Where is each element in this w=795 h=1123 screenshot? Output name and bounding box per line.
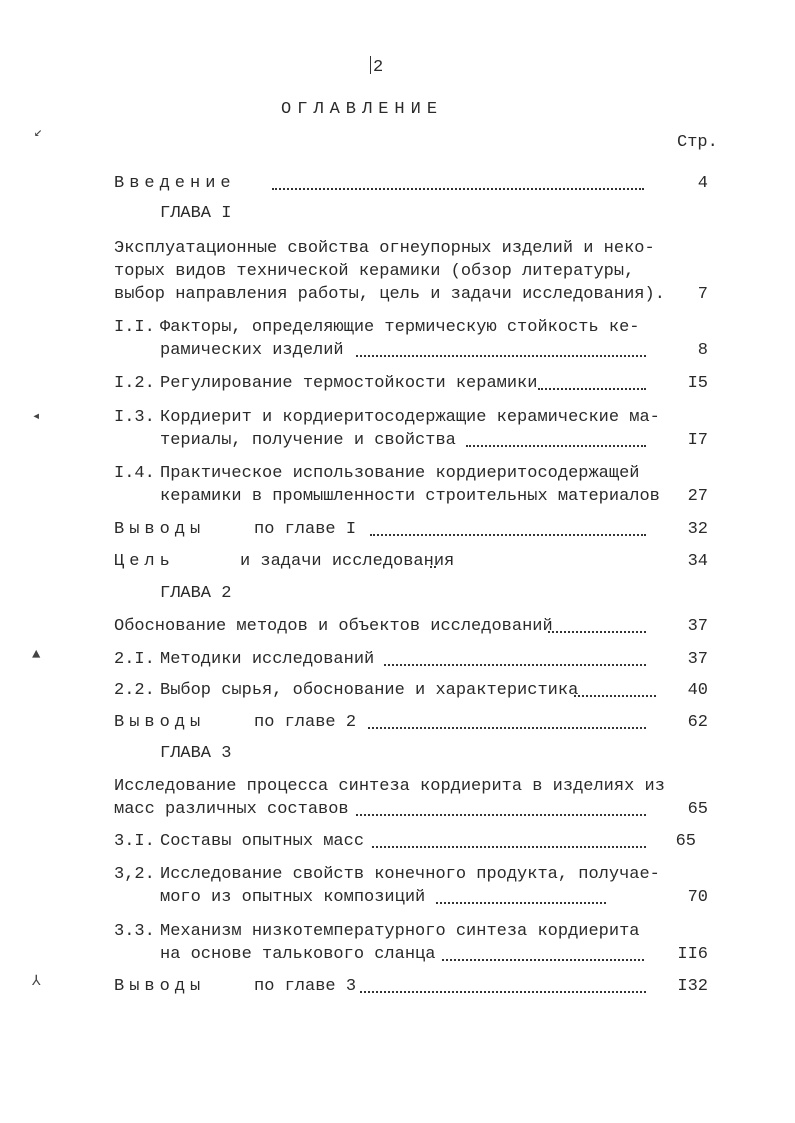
toc-entry-goal-label-2: и задачи исследования [240,552,455,571]
toc-entry-conc2-page: 62 [687,713,708,732]
toc-entry-ch2-page: 37 [687,617,708,636]
leader-dots [360,991,646,993]
toc-entry-1-2-page: I5 [687,374,708,393]
toc-entry-conc2-label-2: по главе 2 [254,713,357,732]
leader-dots [538,388,646,390]
toc-entry-conc1-label-2: по главе I [254,520,357,539]
toc-entry-2-1-page: 37 [687,650,708,669]
toc-entry-1-3-number: I.3. [114,408,155,427]
toc-entry-ch1-page: 7 [697,285,708,304]
leader-dots [384,664,646,666]
toc-entry-1-2-number: I.2. [114,374,155,393]
toc-entry-3-3-line-2: на основе талькового сланца [160,945,436,964]
toc-entry-3-3-page: II6 [677,945,708,964]
leader-dots [356,814,646,816]
toc-entry-1-3-line-2: териалы, получение и свойства [160,431,456,450]
toc-entry-intro-label: Введение [114,174,236,193]
toc-entry-1-4-number: I.4. [114,464,155,483]
toc-entry-ch1-line-1: Эксплуатационные свойства огнеупорных изделий и неко- [114,239,655,258]
leader-dots [356,355,646,357]
toc-entry-conc3-page: I32 [677,977,708,996]
chapter-2-heading: ГЛАВА 2 [160,584,232,603]
toc-entry-ch3-line-1: Исследование процесса синтеза кордиерита в изделиях из [114,777,665,796]
toc-entry-1-1-page: 8 [697,341,708,360]
page-column-label: Стр. [677,133,718,152]
leader-dots [368,727,646,729]
toc-entry-1-2-label: Регулирование термостойкости керамики [160,374,538,393]
toc-entry-3-2-line-2: мого из опытных композиций [160,888,426,907]
leader-dots [436,902,606,904]
leader-dots [430,566,436,568]
page-title: ОГЛАВЛЕНИЕ [281,100,444,119]
leader-dots [466,445,646,447]
leader-dots [548,631,646,633]
margin-tick-icon: ◂ [32,409,41,425]
leader-dots [442,959,644,961]
toc-entry-3-1-number: 3.I. [114,832,155,851]
toc-entry-conc1-label: Выводы [114,520,206,539]
toc-entry-3-3-line-1: Механизм низкотемпературного синтеза кордиерита [160,922,640,941]
toc-entry-3-3-number: 3.3. [114,922,155,941]
margin-arrow-icon: ▲ [32,647,41,663]
margin-tick-icon: ↙ [34,125,43,141]
chapter-3-heading: ГЛАВА 3 [160,744,232,763]
toc-entry-2-2-page: 40 [687,681,708,700]
toc-entry-3-1-label: Составы опытных масс [160,832,365,851]
toc-entry-intro-page: 4 [697,174,708,193]
toc-entry-conc2-label: Выводы [114,713,206,732]
toc-entry-conc3-label-2: по главе 3 [254,977,357,996]
toc-entry-3-2-line-1: Исследование свойств конечного продукта, получае- [160,865,660,884]
toc-entry-2-2-number: 2.2. [114,681,155,700]
leader-dots [272,188,644,190]
toc-entry-1-3-line-1: Кордиерит и кордиеритосодержащие керамические ма- [160,408,660,427]
toc-entry-3-1-page: 65 [675,832,696,851]
toc-entry-ch3-line-2: масс различных составов [114,800,349,819]
toc-entry-conc1-page: 32 [687,520,708,539]
toc-entry-ch1-line-3: выбор направления работы, цель и задачи исследования). [114,285,665,304]
page-number: 2 [370,56,383,78]
toc-entry-1-4-line-1: Практическое использование кордиеритосодержащей [160,464,640,483]
leader-dots [370,534,646,536]
toc-entry-1-1-line-2: рамических изделий [160,341,344,360]
toc-entry-1-4-page: 27 [687,487,708,506]
chapter-1-heading: ГЛАВА I [160,204,232,223]
toc-entry-goal-page: 34 [687,552,708,571]
toc-entry-1-1-number: I.I. [114,318,155,337]
toc-entry-2-2-label: Выбор сырья, обоснование и характеристика [160,681,579,700]
toc-entry-ch3-page: 65 [687,800,708,819]
margin-tick-icon: ⅄ [32,974,41,990]
toc-entry-3-2-page: 70 [687,888,708,907]
toc-entry-goal-label: Цель [114,552,175,571]
toc-entry-2-1-number: 2.I. [114,650,155,669]
toc-entry-ch1-line-2: торых видов технической керамики (обзор литературы, [114,262,635,281]
leader-dots [574,695,656,697]
toc-entry-1-4-line-2: керамики в промышленности строительных материалов [160,487,660,506]
toc-entry-ch2-label: Обоснование методов и объектов исследований [114,617,553,636]
toc-entry-2-1-label: Методики исследований [160,650,375,669]
toc-entry-conc3-label: Выводы [114,977,206,996]
toc-entry-1-3-page: I7 [687,431,708,450]
toc-entry-1-1-line-1: Факторы, определяющие термическую стойкость ке- [160,318,640,337]
toc-entry-3-2-number: 3,2. [114,865,155,884]
leader-dots [372,846,646,848]
